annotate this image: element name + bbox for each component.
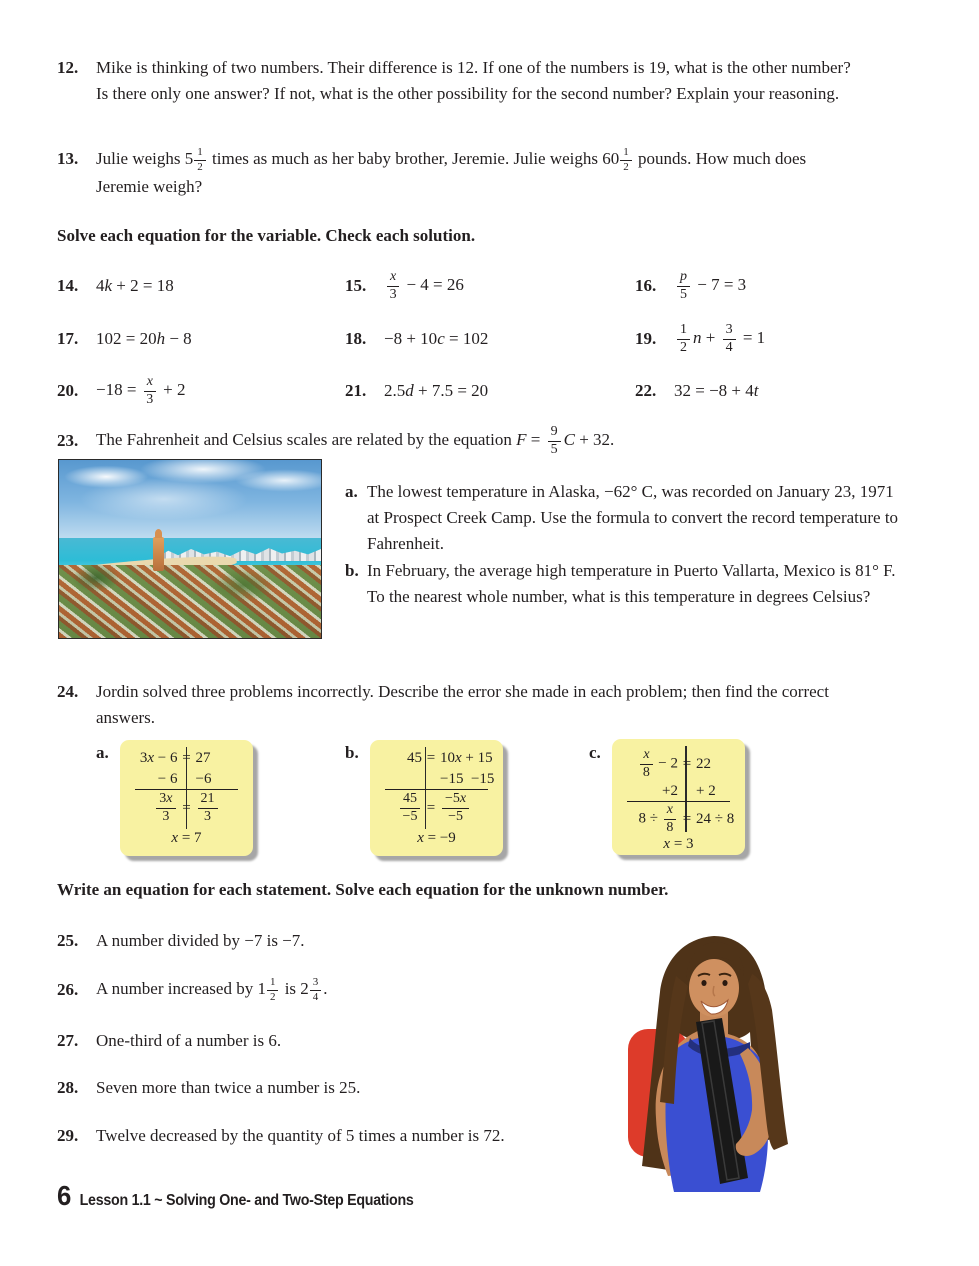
equation: −18 = $\frac{x}{3}$ + 2: [96, 373, 186, 407]
note-right: −15 −15: [440, 770, 495, 787]
note-equals: =: [182, 799, 191, 816]
note-equals: =: [426, 750, 436, 766]
part-label: b.: [345, 561, 359, 580]
note-row: [374, 790, 499, 826]
problem-12: [57, 55, 863, 107]
problem-text: Julie weighs 5 $\frac{1}{2}$ times as much as her baby brother, Jeremie. Julie weighs 60 $\frac{1}{2}$ pounds. How much does Jeremie weigh?: [96, 146, 807, 197]
problem-number: 25.: [57, 931, 79, 950]
note-right: + 2: [696, 782, 716, 799]
problem-17: [57, 329, 345, 349]
problem-text: Twelve decreased by the quantity of 5 times a number is 72.: [96, 1126, 505, 1145]
problem-number: 12.: [57, 58, 79, 77]
problem-number: 17.: [57, 329, 79, 348]
note-row: [124, 790, 249, 826]
problem-text: Seven more than twice a number is 25.: [96, 1078, 361, 1097]
problem-text: The Fahrenheit and Celsius scales are related by the equation F = $\frac{9}{5}$ C + 32.: [96, 423, 615, 457]
problem-16: [635, 270, 923, 302]
part-b: [345, 558, 901, 610]
problem-28: [57, 1075, 597, 1101]
note-label-c: c.: [589, 743, 601, 762]
part-a: [345, 479, 901, 557]
note-equals: =: [426, 799, 436, 816]
note-equals: =: [182, 750, 191, 766]
equation: 32 = −8 + 4t: [674, 381, 759, 400]
note-right: 22: [696, 755, 711, 772]
problem-20: [57, 375, 345, 407]
problem-text: A number increased by 1 $\frac{1}{2}$ is 2 $\frac{3}{4}$ .: [96, 976, 328, 1004]
section-header-solve: Solve each equation for the variable. Check each solution.: [57, 226, 476, 245]
right-eye: [722, 980, 727, 986]
problem-number: 16.: [635, 276, 657, 295]
note-left: − 6: [157, 770, 178, 787]
equation: 4k + 2 = 18: [96, 276, 174, 295]
problem-23: [57, 423, 937, 459]
problem-19: [635, 323, 923, 355]
note-right: $\frac{21}{3}$: [193, 792, 250, 824]
photo-town-rooftops: [59, 565, 321, 638]
problem-number: 29.: [57, 1126, 79, 1145]
problem-14: [57, 276, 345, 296]
note-result: x = −9: [417, 830, 456, 846]
note-row: [135, 769, 238, 790]
problem-18: [345, 329, 635, 349]
problem-number: 28.: [57, 1078, 79, 1097]
worked-problem-b: [370, 740, 503, 856]
problem-13: [57, 145, 863, 200]
problem-22: [635, 381, 923, 401]
problem-number: 15.: [345, 276, 367, 295]
note-equals: =: [682, 810, 692, 827]
equation: $\frac{x}{3}$ − 4 = 26: [384, 270, 464, 302]
equation-row-1: [57, 264, 927, 308]
puerto-vallarta-photo: [58, 459, 322, 639]
problem-text: One-third of a number is 6.: [96, 1031, 282, 1050]
problem-21: [345, 381, 635, 401]
note-right: 27: [195, 750, 211, 766]
page-footer: [57, 1180, 414, 1212]
note-result: x = 7: [171, 830, 202, 846]
note-left: $\frac{45}{-5}$: [374, 792, 425, 824]
problem-15: [345, 270, 635, 302]
note-row: [616, 802, 741, 836]
equation-row-3: [57, 369, 927, 413]
note-right: 24 ÷ 8: [696, 810, 735, 827]
part-text: In February, the average high temperature in Puerto Vallarta, Mexico is 81° F. To the nearest whole number, what is this temperature in degrees Celsius?: [367, 561, 896, 606]
note-right: 10x + 15: [440, 750, 493, 766]
page-number: 6: [57, 1180, 71, 1211]
note-left: 45: [407, 750, 422, 766]
problem-text: Mike is thinking of two numbers. Their difference is 12. If one of the numbers is 19, what is the other number? Is there only one answer? If not, what is the other possibility for the second number? Explain your reasoning.: [96, 58, 851, 103]
problem-29: [57, 1123, 597, 1149]
part-label: a.: [345, 482, 358, 501]
problem-number: 27.: [57, 1031, 79, 1050]
note-result: x = 3: [663, 836, 694, 852]
equation: 102 = 20h − 8: [96, 329, 192, 348]
problem-26: [57, 974, 597, 1006]
problem-number: 24.: [57, 682, 79, 701]
note-left: 8 ÷ $\frac{x}{8}$: [616, 803, 681, 835]
girl-with-backpack-photo: [598, 926, 822, 1192]
note-left: 3x − 6: [139, 750, 178, 766]
note-left: $\frac{3x}{3}$: [124, 792, 181, 824]
problem-27: [57, 1028, 597, 1054]
problem-number: 20.: [57, 381, 79, 400]
note-right: $\frac{-5x}{-5}$: [437, 792, 499, 824]
note-label-a: a.: [96, 743, 109, 762]
problem-number: 22.: [635, 381, 657, 400]
problem-text: A number divided by −7 is −7.: [96, 931, 305, 950]
photo-church-tower: [153, 537, 164, 571]
problem-number: 14.: [57, 276, 79, 295]
note-row: [374, 748, 499, 769]
girl-illustration: [598, 926, 822, 1192]
problem-number: 23.: [57, 431, 79, 450]
problem-number: 18.: [345, 329, 367, 348]
equation-row-2: [57, 317, 927, 361]
note-right: −6: [195, 770, 212, 787]
note-row: [124, 748, 249, 769]
lesson-label: Lesson 1.1 ~ Solving One- and Two-Step Equations: [79, 1192, 414, 1209]
equation: $\frac{1}{2}$ n + $\frac{3}{4}$ = 1: [674, 323, 765, 355]
note-row: [616, 747, 741, 781]
note-label-b: b.: [345, 743, 359, 762]
problem-number: 26.: [57, 980, 79, 999]
part-text: The lowest temperature in Alaska, −62° C, was recorded on January 23, 1971 at Prospect Creek Camp. Use the formula to convert the record temperature to Fahrenheit.: [367, 482, 899, 553]
problem-23-parts: [345, 479, 901, 611]
note-row: [385, 769, 495, 790]
note-left: +2: [662, 782, 678, 799]
equation: 2.5d + 7.5 = 20: [384, 381, 489, 400]
equation: $\frac{p}{5}$ − 7 = 3: [674, 270, 746, 302]
problem-25: [57, 928, 597, 954]
problem-24: [57, 679, 875, 731]
problem-number: 13.: [57, 149, 79, 168]
left-eye: [701, 980, 706, 986]
note-equals: =: [682, 755, 692, 772]
problem-number: 19.: [635, 329, 657, 348]
problem-text: Jordin solved three problems incorrectly. Describe the error she made in each problem; then find the correct answers.: [96, 682, 829, 727]
section-header-write: Write an equation for each statement. Solve each equation for the unknown number.: [57, 880, 669, 899]
note-left: $\frac{x}{8}$ − 2: [616, 748, 681, 780]
problem-number: 21.: [345, 381, 367, 400]
equation: −8 + 10c = 102: [384, 329, 489, 348]
worked-problem-a: [120, 740, 253, 856]
worked-problem-c: [612, 739, 745, 855]
note-row: [627, 781, 730, 802]
